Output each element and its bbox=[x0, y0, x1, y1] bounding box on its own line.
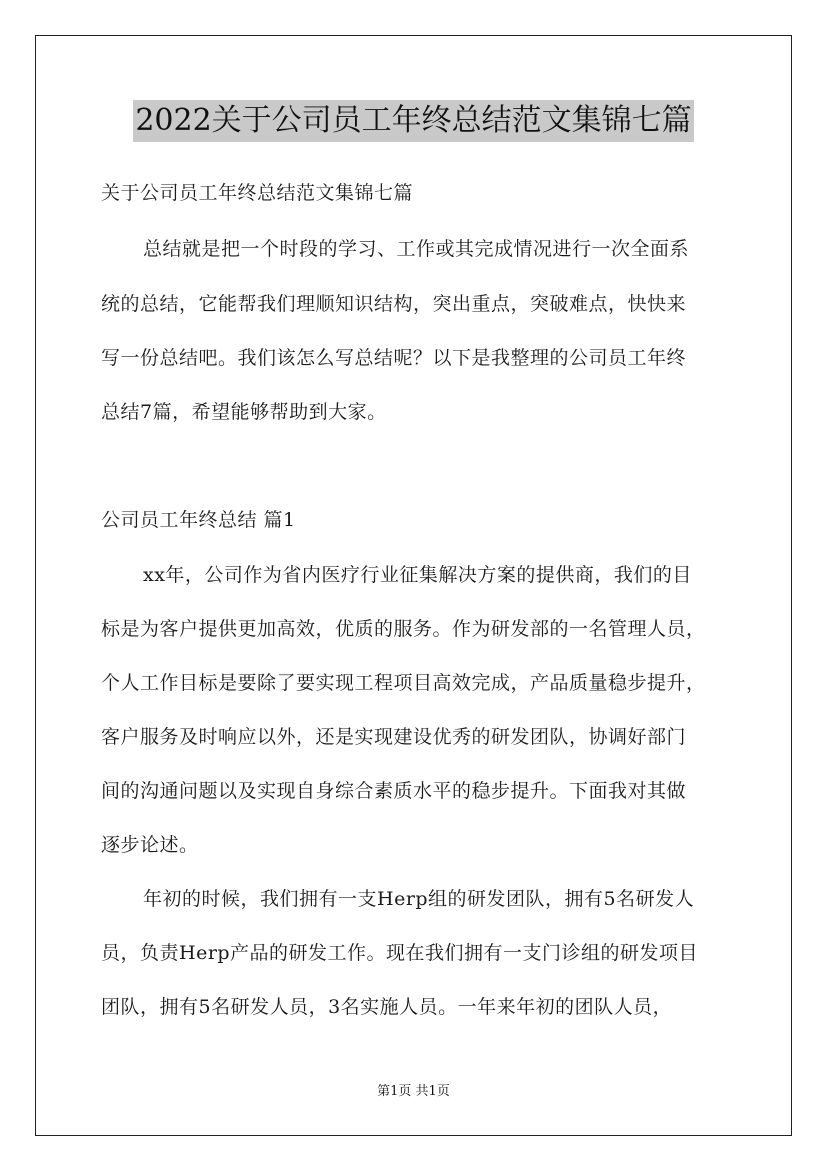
para1-line: 标是为客户提供更加高效，优质的服务。作为研发部的一名管理人员， bbox=[101, 618, 706, 640]
document-subtitle: 关于公司员工年终总结范文集锦七篇 bbox=[101, 182, 414, 204]
para1-line: xx年，公司作为省内医疗行业征集解决方案的提供商，我们的目 bbox=[143, 564, 692, 586]
title-container bbox=[0, 100, 827, 142]
para1-line: 逐步论述。 bbox=[101, 834, 199, 856]
intro-line: 写一份总结吧。我们该怎么写总结呢？以下是我整理的公司员工年终 bbox=[101, 347, 687, 369]
intro-line: 统的总结，它能帮我们理顺知识结构，突出重点，突破难点，快快来 bbox=[101, 293, 687, 315]
para1-line: 客户服务及时响应以外，还是实现建设优秀的研发团队，协调好部门 bbox=[101, 726, 687, 748]
para2-line: 员，负责Herp产品的研发工作。现在我们拥有一支门诊组的研发项目 bbox=[101, 942, 699, 964]
para1-line: 个人工作目标是要除了要实现工程项目高效完成，产品质量稳步提升， bbox=[101, 672, 706, 694]
document-title: 2022关于公司员工年终总结范文集锦七篇 bbox=[133, 100, 693, 142]
para2-line: 年初的时候，我们拥有一支Herp组的研发团队，拥有5名研发人 bbox=[143, 888, 695, 910]
page-footer: 第1页 共1页 bbox=[377, 1084, 450, 1099]
para2-line: 团队，拥有5名研发人员，3名实施人员。一年来年初的团队人员， bbox=[101, 996, 673, 1018]
section-heading: 公司员工年终总结 篇1 bbox=[101, 509, 296, 531]
para1-line: 间的沟通问题以及实现自身综合素质水平的稳步提升。下面我对其做 bbox=[101, 780, 687, 802]
intro-line: 总结就是把一个时段的学习、工作或其完成情况进行一次全面系 bbox=[143, 238, 690, 260]
intro-line: 总结7篇，希望能够帮助到大家。 bbox=[101, 401, 387, 423]
